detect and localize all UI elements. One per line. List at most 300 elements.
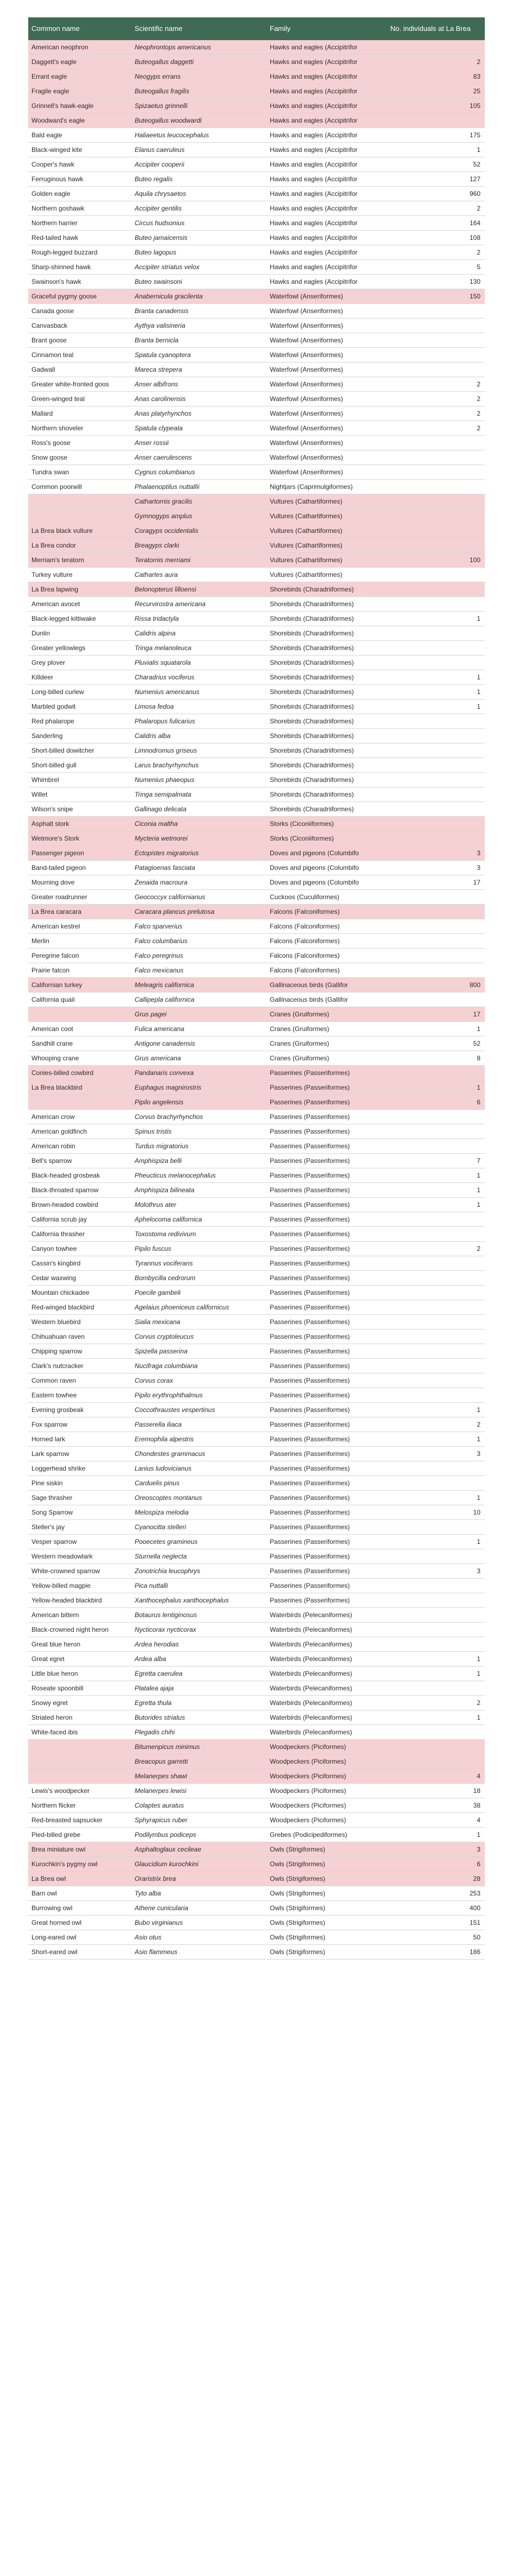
common-name-cell: Common raven: [28, 1373, 131, 1388]
family-cell: Waterfowl (Anseriformes): [267, 465, 387, 480]
table-row: [28, 773, 485, 787]
scientific-name-cell: Mycteria wetmorei: [131, 831, 267, 846]
scientific-name-cell: Anser caerulescens: [131, 450, 267, 465]
scientific-name-cell: Accipiter cooperii: [131, 157, 267, 172]
table-row: [28, 1256, 485, 1271]
table-header: [28, 17, 485, 40]
scientific-name-cell: Branta bernicla: [131, 333, 267, 348]
individuals-count-cell: 8: [387, 1051, 485, 1066]
individuals-count-cell: [387, 787, 485, 802]
table-row: [28, 905, 485, 919]
family-cell: Cranes (Gruiformes): [267, 1036, 387, 1051]
common-name-cell: Chihuahuan raven: [28, 1330, 131, 1344]
scientific-name-cell: Tringa semipalmata: [131, 787, 267, 802]
common-name-cell: American crow: [28, 1110, 131, 1124]
table-row: [28, 333, 485, 348]
common-name-cell: Grinnell's hawk-eagle: [28, 99, 131, 113]
individuals-count-cell: 18: [387, 1784, 485, 1798]
table-row: [28, 685, 485, 699]
scientific-name-cell: Coragyps occidentalis: [131, 524, 267, 538]
scientific-name-cell: Pluvialis squatarola: [131, 656, 267, 670]
common-name-cell: La Brea owl: [28, 1872, 131, 1886]
individuals-count-cell: 52: [387, 1036, 485, 1051]
family-cell: Waterfowl (Anseriformes): [267, 421, 387, 436]
individuals-count-cell: 1: [387, 1491, 485, 1505]
individuals-count-cell: 1: [387, 1080, 485, 1095]
table-row: [28, 494, 485, 509]
family-cell: Woodpeckers (Piciformes): [267, 1784, 387, 1798]
family-cell: Shorebirds (Charadriiformes): [267, 787, 387, 802]
family-cell: Passerines (Passeriformes): [267, 1564, 387, 1579]
table-row: [28, 1608, 485, 1623]
scientific-name-cell: Branta canadensis: [131, 304, 267, 319]
table-row: [28, 831, 485, 846]
individuals-count-cell: [387, 597, 485, 612]
table-row: [28, 1637, 485, 1652]
family-cell: Shorebirds (Charadriiformes): [267, 743, 387, 758]
family-cell: Hawks and eagles (Accipitrifor: [267, 69, 387, 84]
individuals-count-cell: 4: [387, 1769, 485, 1784]
scientific-name-cell: Anas carolinensis: [131, 392, 267, 406]
individuals-count-cell: 186: [387, 1945, 485, 1960]
family-cell: Waterfowl (Anseriformes): [267, 436, 387, 450]
table-row: [28, 1227, 485, 1242]
scientific-name-cell: Podilymbus podiceps: [131, 1828, 267, 1842]
individuals-count-cell: [387, 934, 485, 949]
common-name-cell: Rough-legged buzzard: [28, 245, 131, 260]
scientific-name-cell: Cathartes aura: [131, 568, 267, 582]
family-cell: Hawks and eagles (Accipitrifor: [267, 260, 387, 275]
common-name-cell: Turkey vulture: [28, 568, 131, 582]
table-row: [28, 392, 485, 406]
family-cell: Hawks and eagles (Accipitrifor: [267, 113, 387, 128]
individuals-count-cell: [387, 524, 485, 538]
table-row: [28, 348, 485, 362]
family-cell: Shorebirds (Charadriiformes): [267, 729, 387, 743]
individuals-count-cell: 6: [387, 1095, 485, 1110]
scientific-name-cell: Lanius ludovicianus: [131, 1461, 267, 1476]
scientific-name-cell: Elanus caeruleus: [131, 143, 267, 157]
individuals-count-cell: [387, 1681, 485, 1696]
scientific-name-cell: Calidris alpina: [131, 626, 267, 641]
scientific-name-cell: Turdus migratorius: [131, 1139, 267, 1154]
common-name-cell: Dunlin: [28, 626, 131, 641]
family-cell: Passerines (Passeriformes): [267, 1139, 387, 1154]
scientific-name-cell: Egretta caerulea: [131, 1667, 267, 1681]
individuals-count-cell: 1: [387, 1198, 485, 1212]
family-cell: Shorebirds (Charadriiformes): [267, 758, 387, 773]
individuals-count-cell: 2: [387, 55, 485, 69]
family-cell: Falcons (Falconiformes): [267, 934, 387, 949]
table-body: [28, 40, 485, 1960]
individuals-count-cell: [387, 1461, 485, 1476]
table-row: [28, 1359, 485, 1373]
table-row: [28, 1593, 485, 1608]
family-cell: Hawks and eagles (Accipitrifor: [267, 40, 387, 55]
individuals-count-cell: [387, 1754, 485, 1769]
table-row: [28, 1417, 485, 1432]
family-cell: Doves and pigeons (Columbifo: [267, 875, 387, 890]
scientific-name-cell: Spizaetus grinnelli: [131, 99, 267, 113]
family-cell: Waterbirds (Pelecaniformes): [267, 1623, 387, 1637]
scientific-name-cell: Bitumenpicus minimus: [131, 1740, 267, 1754]
individuals-count-cell: [387, 1359, 485, 1373]
scientific-name-cell: Carduelis pinus: [131, 1476, 267, 1491]
family-cell: Passerines (Passeriformes): [267, 1095, 387, 1110]
scientific-name-cell: Spatula cyanoptera: [131, 348, 267, 362]
common-name-cell: Canada goose: [28, 304, 131, 319]
family-cell: Waterfowl (Anseriformes): [267, 319, 387, 333]
family-cell: Shorebirds (Charadriiformes): [267, 641, 387, 656]
individuals-count-cell: [387, 362, 485, 377]
scientific-name-cell: Corvus brachyrhynchos: [131, 1110, 267, 1124]
family-cell: Hawks and eagles (Accipitrifor: [267, 275, 387, 289]
table-row: [28, 319, 485, 333]
common-name-cell: Short-billed dowitcher: [28, 743, 131, 758]
table-row: [28, 201, 485, 216]
table-row: [28, 172, 485, 187]
family-cell: Passerines (Passeriformes): [267, 1388, 387, 1403]
common-name-cell: Black-winged kite: [28, 143, 131, 157]
common-name-cell: Whimbrel: [28, 773, 131, 787]
individuals-count-cell: [387, 509, 485, 524]
scientific-name-cell: Charadrius vociferus: [131, 670, 267, 685]
scientific-name-cell: Numenius americanus: [131, 685, 267, 699]
common-name-cell: Ross's goose: [28, 436, 131, 450]
common-name-cell: Sage thrasher: [28, 1491, 131, 1505]
table-row: [28, 99, 485, 113]
common-name-cell: Western bluebird: [28, 1315, 131, 1330]
table-row: [28, 758, 485, 773]
scientific-name-cell: Tringa melanoleuca: [131, 641, 267, 656]
family-cell: Passerines (Passeriformes): [267, 1344, 387, 1359]
individuals-count-cell: 1: [387, 143, 485, 157]
scientific-name-cell: Asio flammeus: [131, 1945, 267, 1960]
common-name-cell: Lark sparrow: [28, 1447, 131, 1461]
table-row: [28, 1842, 485, 1857]
scientific-name-cell: Breagyps clarki: [131, 538, 267, 553]
family-cell: Doves and pigeons (Columbifo: [267, 861, 387, 875]
individuals-count-cell: 28: [387, 1872, 485, 1886]
family-cell: Shorebirds (Charadriiformes): [267, 685, 387, 699]
table-row: [28, 1769, 485, 1784]
family-cell: Hawks and eagles (Accipitrifor: [267, 84, 387, 99]
scientific-name-cell: Bubo virginianus: [131, 1916, 267, 1930]
table-row: [28, 1828, 485, 1842]
family-cell: Passerines (Passeriformes): [267, 1432, 387, 1447]
scientific-name-cell: Neogyps errans: [131, 69, 267, 84]
common-name-cell: Chipping sparrow: [28, 1344, 131, 1359]
family-cell: Passerines (Passeriformes): [267, 1227, 387, 1242]
table-row: [28, 524, 485, 538]
family-cell: Passerines (Passeriformes): [267, 1080, 387, 1095]
individuals-count-cell: 130: [387, 275, 485, 289]
common-name-cell: Grey plover: [28, 656, 131, 670]
individuals-count-cell: [387, 319, 485, 333]
table-row: [28, 641, 485, 656]
bird-species-table: [28, 17, 485, 1960]
family-cell: Hawks and eagles (Accipitrifor: [267, 157, 387, 172]
table-row: [28, 1373, 485, 1388]
individuals-count-cell: 3: [387, 1842, 485, 1857]
individuals-count-cell: [387, 1623, 485, 1637]
individuals-count-cell: 2: [387, 406, 485, 421]
individuals-count-cell: 2: [387, 392, 485, 406]
table-row: [28, 304, 485, 319]
scientific-name-cell: Cyanocitta stelleri: [131, 1520, 267, 1535]
scientific-name-cell: Buteo jamaicensis: [131, 231, 267, 245]
family-cell: Hawks and eagles (Accipitrifor: [267, 201, 387, 216]
family-cell: Falcons (Falconiformes): [267, 949, 387, 963]
table-row: [28, 1095, 485, 1110]
common-name-cell: Great blue heron: [28, 1637, 131, 1652]
table-row: [28, 743, 485, 758]
family-cell: Passerines (Passeriformes): [267, 1461, 387, 1476]
scientific-name-cell: Larus brachyrhynchus: [131, 758, 267, 773]
table-row: [28, 509, 485, 524]
individuals-count-cell: [387, 568, 485, 582]
scientific-name-cell: Amphispiza belli: [131, 1154, 267, 1168]
common-name-cell: Daggett's eagle: [28, 55, 131, 69]
header-row: [28, 17, 485, 40]
common-name-cell: Killdeer: [28, 670, 131, 685]
individuals-count-cell: [387, 949, 485, 963]
common-name-cell: Short-billed gull: [28, 758, 131, 773]
individuals-count-cell: [387, 1271, 485, 1286]
individuals-count-cell: 400: [387, 1901, 485, 1916]
table-row: [28, 231, 485, 245]
family-cell: Vultures (Cathartiformes): [267, 568, 387, 582]
family-cell: Passerines (Passeriformes): [267, 1359, 387, 1373]
column-header-common-name[interactable]: Common name: [31, 24, 80, 33]
table-row: [28, 1652, 485, 1667]
table-row: [28, 1667, 485, 1681]
individuals-count-cell: [387, 333, 485, 348]
family-cell: Waterfowl (Anseriformes): [267, 348, 387, 362]
common-name-cell: Willet: [28, 787, 131, 802]
family-cell: Nightjars (Caprimulgiformes): [267, 480, 387, 494]
common-name-cell: Wilson's snipe: [28, 802, 131, 817]
individuals-count-cell: 3: [387, 1447, 485, 1461]
common-name-cell: Barn owl: [28, 1886, 131, 1901]
individuals-count-cell: 127: [387, 172, 485, 187]
common-name-cell: Sharp-shinned hawk: [28, 260, 131, 275]
scientific-name-cell: Asphaltoglaux cecileae: [131, 1842, 267, 1857]
family-cell: Passerines (Passeriformes): [267, 1286, 387, 1300]
family-cell: Waterbirds (Pelecaniformes): [267, 1696, 387, 1710]
scientific-name-cell: Buteo regalis: [131, 172, 267, 187]
table-row: [28, 670, 485, 685]
scientific-name-cell: Ectopistes migratorius: [131, 846, 267, 861]
table-row: [28, 582, 485, 597]
individuals-count-cell: [387, 1549, 485, 1564]
table-row: [28, 1036, 485, 1051]
scientific-name-cell: Melanerpes shawi: [131, 1769, 267, 1784]
common-name-cell: Merriam's teratorn: [28, 553, 131, 568]
individuals-count-cell: 17: [387, 875, 485, 890]
scientific-name-cell: Asio otus: [131, 1930, 267, 1945]
family-cell: Storks (Ciconiiformes): [267, 831, 387, 846]
family-cell: Waterbirds (Pelecaniformes): [267, 1608, 387, 1623]
scientific-name-cell: Circus hudsonius: [131, 216, 267, 231]
individuals-count-cell: 150: [387, 289, 485, 304]
scientific-name-cell: Fulica americana: [131, 1022, 267, 1036]
individuals-count-cell: 1: [387, 699, 485, 714]
table-row: [28, 1491, 485, 1505]
table-row: [28, 275, 485, 289]
common-name-cell: [28, 1754, 131, 1769]
table-row: [28, 1886, 485, 1901]
scientific-name-cell: Aythya valisineria: [131, 319, 267, 333]
family-cell: Passerines (Passeriformes): [267, 1447, 387, 1461]
table-row: [28, 963, 485, 978]
scientific-name-cell: Buteo lagopus: [131, 245, 267, 260]
individuals-count-cell: 2: [387, 1696, 485, 1710]
common-name-cell: Brant goose: [28, 333, 131, 348]
common-name-cell: Clark's nutcracker: [28, 1359, 131, 1373]
individuals-count-cell: [387, 905, 485, 919]
individuals-count-cell: 83: [387, 69, 485, 84]
common-name-cell: Cooper's hawk: [28, 157, 131, 172]
common-name-cell: Pied-billed grebe: [28, 1828, 131, 1842]
table-row: [28, 538, 485, 553]
scientific-name-cell: Ardea herodias: [131, 1637, 267, 1652]
family-cell: Waterfowl (Anseriformes): [267, 289, 387, 304]
family-cell: Waterbirds (Pelecaniformes): [267, 1667, 387, 1681]
individuals-count-cell: [387, 1139, 485, 1154]
common-name-cell: Snowy egret: [28, 1696, 131, 1710]
table-row: [28, 919, 485, 934]
common-name-cell: American kestrel: [28, 919, 131, 934]
common-name-cell: Greater yellowlegs: [28, 641, 131, 656]
scientific-name-cell: Corvus corax: [131, 1373, 267, 1388]
individuals-count-cell: [387, 1330, 485, 1344]
individuals-count-cell: [387, 1579, 485, 1593]
common-name-cell: American robin: [28, 1139, 131, 1154]
family-cell: Hawks and eagles (Accipitrifor: [267, 245, 387, 260]
family-cell: Cranes (Gruiformes): [267, 1051, 387, 1066]
common-name-cell: Bell's sparrow: [28, 1154, 131, 1168]
common-name-cell: Red phalarope: [28, 714, 131, 729]
family-cell: Hawks and eagles (Accipitrifor: [267, 55, 387, 69]
table-row: [28, 1696, 485, 1710]
family-cell: Shorebirds (Charadriiformes): [267, 656, 387, 670]
individuals-count-cell: [387, 1740, 485, 1754]
common-name-cell: Red-winged blackbird: [28, 1300, 131, 1315]
family-cell: Passerines (Passeriformes): [267, 1242, 387, 1256]
column-header-individuals[interactable]: No. individuals at La Brea: [390, 24, 471, 33]
common-name-cell: Greater roadrunner: [28, 890, 131, 905]
table-row: [28, 656, 485, 670]
scientific-name-cell: Botaurus lentiginosus: [131, 1608, 267, 1623]
table-row: [28, 1022, 485, 1036]
individuals-count-cell: [387, 1066, 485, 1080]
family-cell: Passerines (Passeriformes): [267, 1417, 387, 1432]
scientific-name-cell: Bombycilla cedrorum: [131, 1271, 267, 1286]
scientific-name-cell: Accipiter gentilis: [131, 201, 267, 216]
scientific-name-cell: Platalea ajaja: [131, 1681, 267, 1696]
individuals-count-cell: [387, 1300, 485, 1315]
common-name-cell: Short-eared owl: [28, 1945, 131, 1960]
common-name-cell: Eastern towhee: [28, 1388, 131, 1403]
individuals-count-cell: [387, 1637, 485, 1652]
individuals-count-cell: [387, 773, 485, 787]
table-row: [28, 978, 485, 993]
individuals-count-cell: [387, 1388, 485, 1403]
common-name-cell: White-crowned sparrow: [28, 1564, 131, 1579]
individuals-count-cell: 960: [387, 187, 485, 201]
table-row: [28, 406, 485, 421]
scientific-name-cell: Chondestes grammacus: [131, 1447, 267, 1461]
table-row: [28, 1784, 485, 1798]
common-name-cell: La Brea black vulture: [28, 524, 131, 538]
scientific-name-cell: Geococcyx californianus: [131, 890, 267, 905]
table-row: [28, 480, 485, 494]
scientific-name-cell: Sturnella neglecta: [131, 1549, 267, 1564]
column-header-scientific-name[interactable]: Scientific name: [135, 24, 183, 33]
table-row: [28, 1535, 485, 1549]
family-cell: Passerines (Passeriformes): [267, 1315, 387, 1330]
common-name-cell: Northern shoveler: [28, 421, 131, 436]
family-cell: Hawks and eagles (Accipitrifor: [267, 172, 387, 187]
common-name-cell: Greater white-fronted goos: [28, 377, 131, 392]
family-cell: Falcons (Falconiformes): [267, 963, 387, 978]
individuals-count-cell: [387, 993, 485, 1007]
scientific-name-cell: Zenaida macroura: [131, 875, 267, 890]
scientific-name-cell: Sphyrapicus ruber: [131, 1813, 267, 1828]
individuals-count-cell: 100: [387, 553, 485, 568]
individuals-count-cell: 175: [387, 128, 485, 143]
table-row: [28, 1124, 485, 1139]
table-row: [28, 1286, 485, 1300]
table-row: [28, 846, 485, 861]
individuals-count-cell: [387, 1256, 485, 1271]
common-name-cell: Passenger pigeon: [28, 846, 131, 861]
family-cell: Gallinaceous birds (Gallifor: [267, 993, 387, 1007]
family-cell: Storks (Ciconiiformes): [267, 817, 387, 831]
scientific-name-cell: Plegadis chihi: [131, 1725, 267, 1740]
common-name-cell: Vesper sparrow: [28, 1535, 131, 1549]
family-cell: Cuckoos (Cuculiformes): [267, 890, 387, 905]
common-name-cell: California thrasher: [28, 1227, 131, 1242]
individuals-count-cell: [387, 1212, 485, 1227]
scientific-name-cell: Buteo swainsoni: [131, 275, 267, 289]
table-row: [28, 1330, 485, 1344]
individuals-count-cell: 3: [387, 846, 485, 861]
table-row: [28, 1007, 485, 1022]
family-cell: Owls (Strigiformes): [267, 1872, 387, 1886]
individuals-count-cell: 2: [387, 421, 485, 436]
scientific-name-cell: Spinus tristis: [131, 1124, 267, 1139]
family-cell: Passerines (Passeriformes): [267, 1505, 387, 1520]
individuals-count-cell: [387, 304, 485, 319]
individuals-count-cell: [387, 1520, 485, 1535]
family-cell: Shorebirds (Charadriiformes): [267, 699, 387, 714]
column-header-family[interactable]: Family: [270, 24, 291, 33]
individuals-count-cell: 105: [387, 99, 485, 113]
table-row: [28, 1754, 485, 1769]
table-row: [28, 597, 485, 612]
common-name-cell: Great egret: [28, 1652, 131, 1667]
table-row: [28, 1080, 485, 1095]
common-name-cell: Green-winged teal: [28, 392, 131, 406]
individuals-count-cell: [387, 743, 485, 758]
scientific-name-cell: Ciconia maltha: [131, 817, 267, 831]
common-name-cell: Great horned owl: [28, 1916, 131, 1930]
scientific-name-cell: Patagioenas fasciata: [131, 861, 267, 875]
common-name-cell: Conies-billed cowbird: [28, 1066, 131, 1080]
table-row: [28, 1725, 485, 1740]
